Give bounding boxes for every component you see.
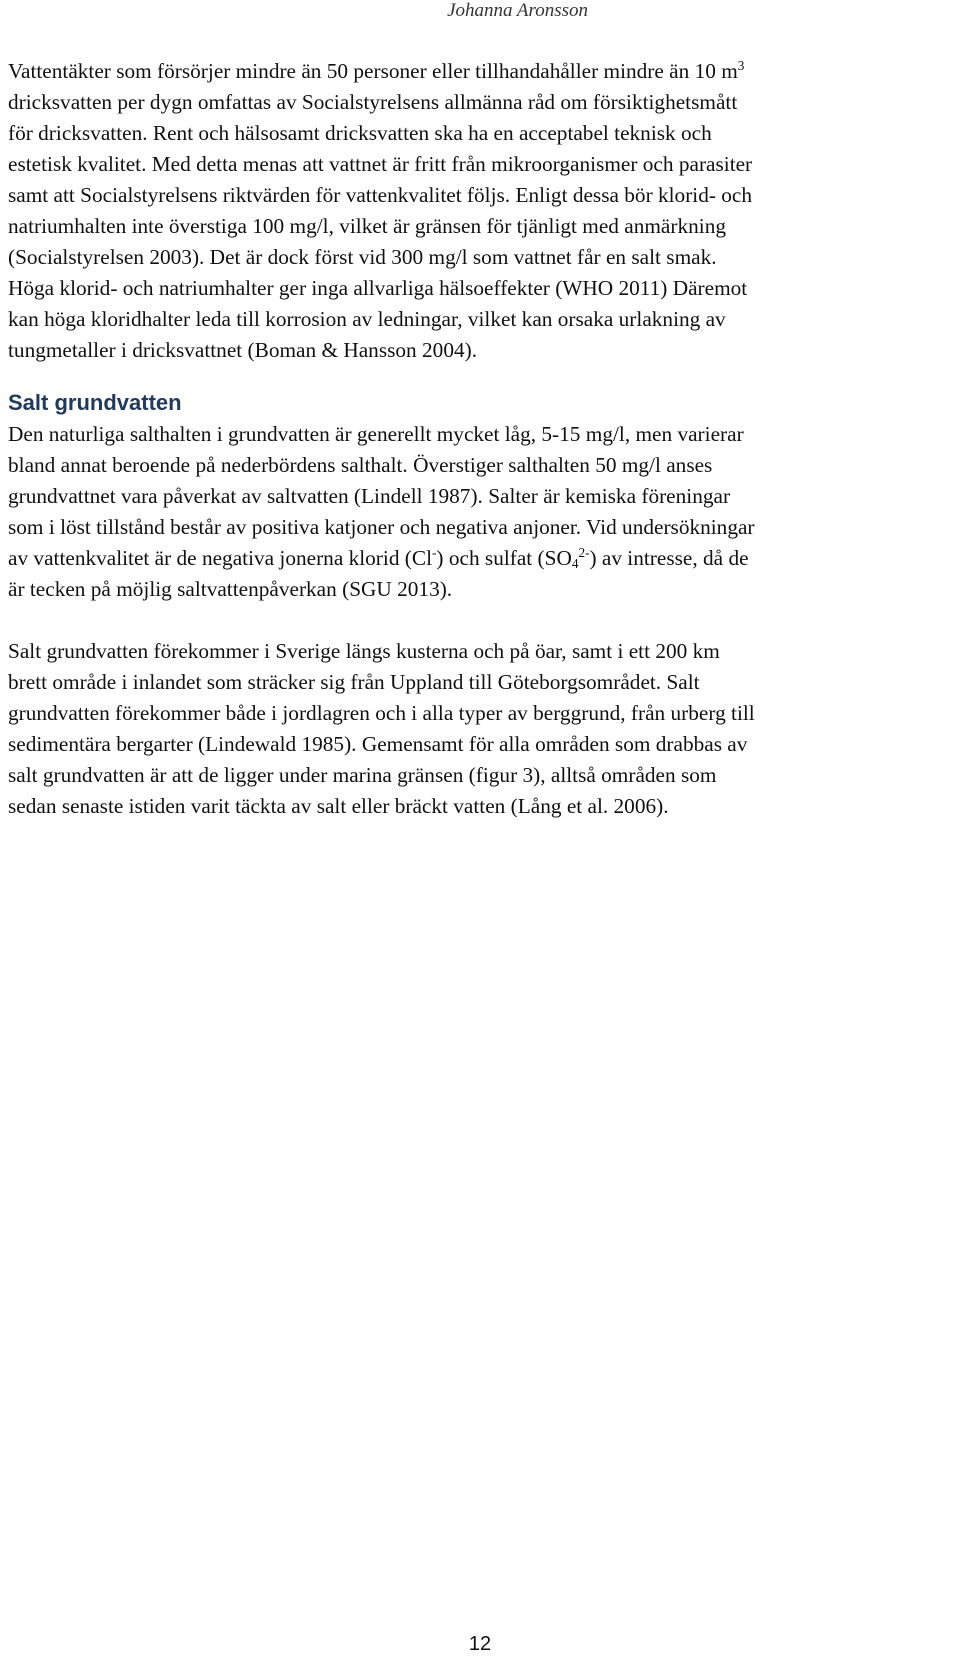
paragraph-natural-salinity [8,419,953,605]
text-line: Salt grundvatten förekommer i Sverige längs kusterna och på öar, samt i ett 200 km [8,639,720,663]
document-body [8,56,953,822]
text-line: natriumhalten inte överstiga 100 mg/l, vilket är gränsen för tjänligt med anmärkning [8,214,726,238]
text-line [8,56,953,87]
paragraph-salt-groundwater-occurrence [8,636,953,822]
text-line: dricksvatten per dygn omfattas av Socialstyrelsens allmänna råd om försiktighetsmått [8,90,738,114]
text-line [8,543,953,574]
text-line: Höga klorid- och natriumhalter ger inga allvarliga hälsoeffekter (WHO 2011) Däremot [8,276,748,300]
text-line: grundvatten förekommer både i jordlagren och i alla typer av berggrund, från urberg till [8,701,755,725]
text-span: Vattentäkter som försörjer mindre än 50 personer eller tillhandahåller mindre än 10 m [8,59,738,83]
text-span: ) och sulfat (SO [436,546,572,570]
superscript: 2- [578,544,590,560]
text-line: estetisk kvalitet. Med detta menas att vattnet är fritt från mikroorganismer och parasiter [8,152,753,176]
page-header-author: Johanna Aronsson [447,0,588,21]
text-line: (Socialstyrelsen 2003). Det är dock först vid 300 mg/l som vattnet får en salt smak. [8,245,717,269]
subscript: 4 [571,556,579,572]
page-number: 12 [468,1633,492,1655]
text-span: av vattenkvalitet är de negativa jonerna klorid (Cl [8,546,433,570]
text-line: salt grundvatten är att de ligger under marina gränsen (figur 3), alltså områden som [8,763,717,787]
text-span: ) av intresse, då de [589,546,749,570]
superscript: 3 [737,57,745,73]
paragraph-drinking-water [8,56,953,366]
text-line: för dricksvatten. Rent och hälsosamt dricksvatten ska ha en acceptabel teknisk och [8,121,712,145]
text-line: som i löst tillstånd består av positiva katjoner och negativa anjoner. Vid undersökningar [8,515,755,539]
text-line: Den naturliga salthalten i grundvatten är generellt mycket låg, 5-15 mg/l, men varierar [8,422,744,446]
text-line: sedimentära bergarter (Lindewald 1985). Gemensamt för alla områden som drabbas av [8,732,748,756]
text-line: brett område i inlandet som sträcker sig från Uppland till Göteborgsområdet. Salt [8,670,700,694]
text-line: sedan senaste istiden varit täckta av salt eller bräckt vatten (Lång et al. 2006). [8,794,669,818]
text-line: samt att Socialstyrelsens riktvärden för vattenkvalitet följs. Enligt dessa bör klorid- och [8,183,753,207]
text-line: kan höga kloridhalter leda till korrosion av ledningar, vilket kan orsaka urlakning av [8,307,726,331]
section-heading: Salt grundvatten [8,390,182,415]
text-line: tungmetaller i dricksvattnet (Boman & Hansson 2004). [8,338,478,362]
superscript: - [432,544,437,560]
text-line: grundvattnet vara påverkat av saltvatten (Lindell 1987). Salter är kemiska föreningar [8,484,731,508]
text-line: bland annat beroende på nederbördens salthalt. Överstiger salthalten 50 mg/l anses [8,453,713,477]
text-line: är tecken på möjlig saltvattenpåverkan (SGU 2013). [8,577,453,601]
